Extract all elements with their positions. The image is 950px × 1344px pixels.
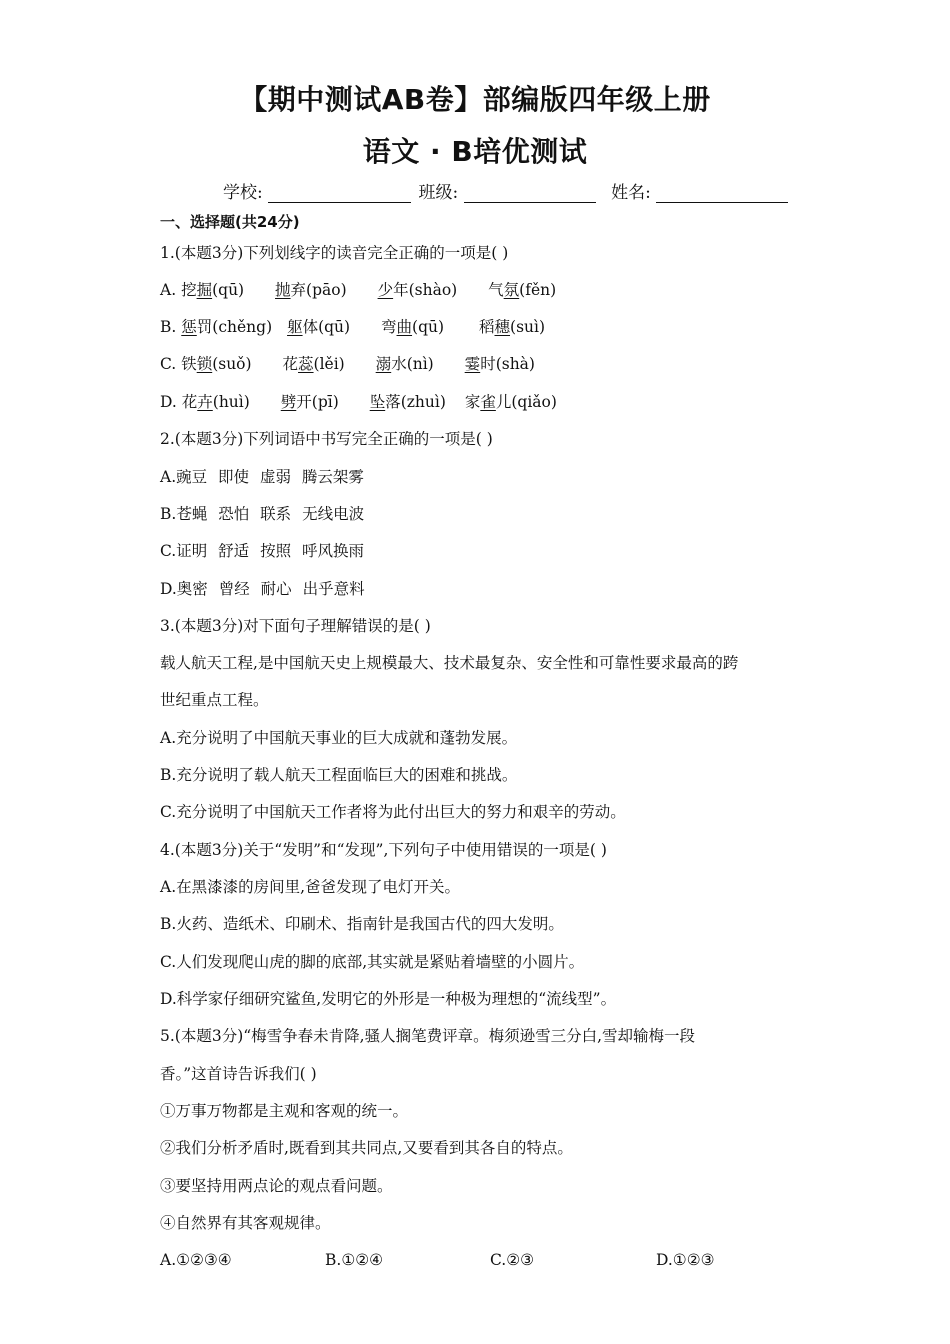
q3-option-a[interactable]: A.充分说明了中国航天事业的巨大成就和蓬勃发展。 bbox=[160, 729, 518, 747]
exam-subtitle: 语文 · B培优测试 bbox=[362, 135, 588, 168]
option-label: A. bbox=[160, 281, 177, 299]
q5-statement-2: ②我们分析矛盾时,既看到其共同点,又要看到其各自的特点。 bbox=[160, 1139, 573, 1157]
class-field[interactable] bbox=[464, 184, 596, 203]
q2-option-c[interactable]: C.证明 舒适 按照 呼风换雨 bbox=[160, 542, 365, 560]
q3-passage-line-2: 世纪重点工程。 bbox=[160, 691, 269, 709]
q2-option-a[interactable]: A.豌豆 即使 虚弱 腾云架雾 bbox=[160, 468, 364, 486]
q1-option-b[interactable]: B. 惩罚(chěng) 躯体(qū) 弯曲(qū) 稻穗(suì) bbox=[160, 318, 546, 336]
q5-statement-4: ④自然界有其客观规律。 bbox=[160, 1214, 331, 1232]
q1-option-c[interactable]: C. 铁锁(suǒ) 花蕊(lěi) 溺水(nì) 霎时(shà) bbox=[160, 355, 535, 373]
section-heading: 一、选择题(共24分) bbox=[160, 213, 300, 231]
class-label: 班级: bbox=[418, 183, 459, 203]
q4-option-c[interactable]: C.人们发现爬山虎的脚的底部,其实就是紧贴着墙壁的小圆片。 bbox=[160, 953, 585, 971]
q1-stem: 1.(本题3分)下列划线字的读音完全正确的一项是( ) bbox=[160, 244, 509, 262]
q5-option-d[interactable]: D.①②③ bbox=[656, 1251, 715, 1269]
q5-stem-line-2: 香。”这首诗告诉我们( ) bbox=[160, 1065, 317, 1083]
q5-option-a[interactable]: A.①②③④ bbox=[160, 1251, 232, 1269]
q3-stem: 3.(本题3分)对下面句子理解错误的是( ) bbox=[160, 617, 431, 635]
q3-option-c[interactable]: C.充分说明了中国航天工作者将为此付出巨大的努力和艰辛的劳动。 bbox=[160, 803, 626, 821]
q4-option-d[interactable]: D.科学家仔细研究鲨鱼,发明它的外形是一种极为理想的“流线型”。 bbox=[160, 990, 617, 1008]
q2-option-d[interactable]: D.奥密 曾经 耐心 出乎意料 bbox=[160, 580, 365, 598]
name-field[interactable] bbox=[656, 184, 788, 203]
option-label: B. bbox=[160, 318, 177, 336]
q5-options bbox=[160, 1250, 715, 1270]
q4-stem: 4.(本题3分)关于“发明”和“发现”,下列句子中使用错误的一项是( ) bbox=[160, 841, 607, 859]
q5-option-b[interactable]: B.①②④ bbox=[325, 1251, 384, 1269]
q5-option-c[interactable]: C.②③ bbox=[490, 1251, 535, 1269]
q1-option-a[interactable]: A. 挖掘(qū) 抛弃(pāo) 少年(shào) 气氛(fěn) bbox=[160, 281, 557, 299]
q5-stem-line-1: 5.(本题3分)“梅雪争春未肯降,骚人搁笔费评章。梅须逊雪三分白,雪却输梅一段 bbox=[160, 1027, 696, 1045]
q4-option-b[interactable]: B.火药、造纸术、印刷术、指南针是我国古代的四大发明。 bbox=[160, 915, 564, 933]
name-label: 姓名: bbox=[611, 183, 651, 203]
q3-option-b[interactable]: B.充分说明了载人航天工程面临巨大的困难和挑战。 bbox=[160, 766, 518, 784]
q5-statement-3: ③要坚持用两点论的观点看问题。 bbox=[160, 1177, 393, 1195]
school-field[interactable] bbox=[268, 184, 411, 203]
q3-passage-line-1: 载人航天工程,是中国航天史上规模最大、技术最复杂、安全性和可靠性要求最高的跨 bbox=[160, 654, 739, 672]
school-label: 学校: bbox=[223, 183, 263, 203]
q5-statement-1: ①万事万物都是主观和客观的统一。 bbox=[160, 1102, 409, 1120]
q4-option-a[interactable]: A.在黑漆漆的房间里,爸爸发现了电灯开关。 bbox=[160, 878, 461, 896]
option-label: D. bbox=[160, 393, 177, 411]
option-label: C. bbox=[160, 355, 177, 373]
q2-option-b[interactable]: B.苍蝇 恐怕 联系 无线电波 bbox=[160, 505, 365, 523]
q2-stem: 2.(本题3分)下列词语中书写完全正确的一项是( ) bbox=[160, 430, 493, 448]
student-info-row bbox=[223, 178, 790, 203]
q1-option-d[interactable]: D. 花卉(huì) 劈开(pī) 坠落(zhuì) 家雀儿(qiǎo) bbox=[160, 393, 557, 411]
exam-title: 【期中测试AB卷】部编版四年级上册 bbox=[239, 83, 711, 116]
